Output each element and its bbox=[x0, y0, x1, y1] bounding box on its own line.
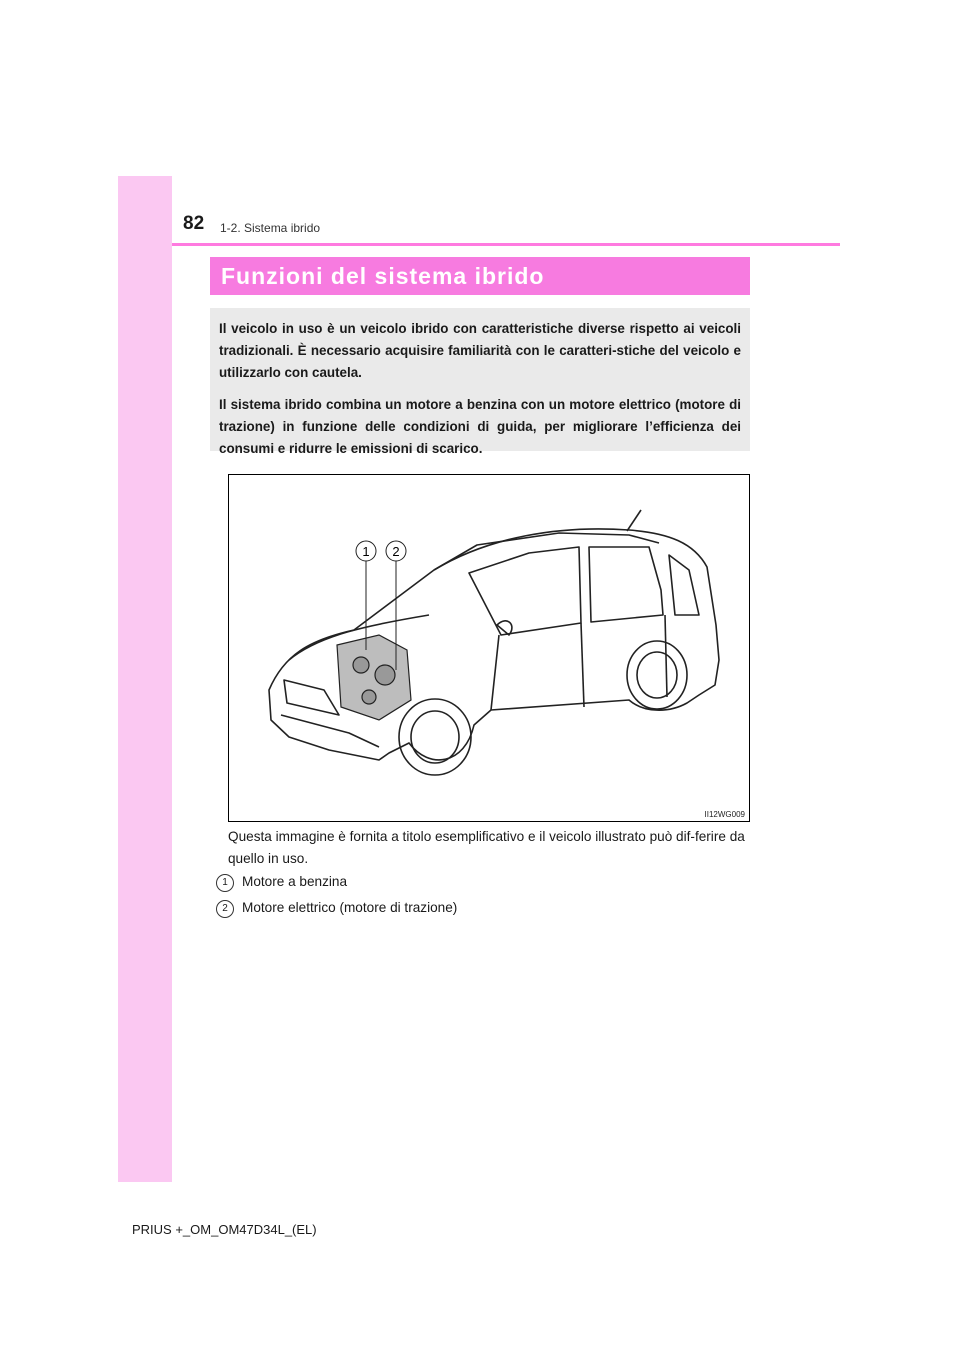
legend-label-1: Motore a benzina bbox=[242, 874, 348, 889]
legend-number-1: 1 bbox=[216, 874, 234, 892]
hybrid-engine bbox=[337, 635, 411, 720]
callout-2-label: 2 bbox=[392, 544, 400, 559]
legend-number-2: 2 bbox=[216, 900, 234, 918]
front-door-window bbox=[469, 547, 581, 635]
document-id: PRIUS +_OM_OM47D34L_(EL) bbox=[132, 1222, 317, 1237]
figure-caption: Questa immagine è fornita a titolo esemplificativo e il veicolo illustrato può dif-ferire da quello in uso. bbox=[228, 829, 745, 866]
intro-paragraph-1: Il veicolo in uso è un veicolo ibrido con caratteristiche diverse rispetto ai veicoli tradizionali. È necessario acquisire familiarità con le caratteri-stiche del veicolo e utilizzarlo con cautela. bbox=[219, 321, 741, 380]
intro-box bbox=[210, 308, 750, 456]
figure-code: II12WG009 bbox=[704, 810, 745, 819]
car-body-outline bbox=[269, 529, 719, 760]
callout-1 bbox=[356, 541, 376, 561]
antenna bbox=[627, 510, 641, 531]
bumper-line bbox=[281, 715, 379, 747]
intro-paragraph-2: Il sistema ibrido combina un motore a benzina con un motore elettrico (motore di trazione) in funzione delle condizioni di guida, per migliorare l’efficienza dei consumi e ridurre le emissioni di scarico. bbox=[219, 397, 741, 456]
section-title: Funzioni del sistema ibrido bbox=[210, 257, 750, 295]
callout-1-label: 1 bbox=[362, 544, 370, 559]
door-line-front bbox=[581, 623, 584, 707]
legend-label-2: Motore elettrico (motore di trazione) bbox=[242, 900, 458, 915]
header-rule bbox=[172, 243, 840, 246]
callout-2 bbox=[386, 541, 406, 561]
vehicle-illustration bbox=[228, 474, 750, 822]
quarter-window bbox=[669, 555, 699, 615]
headlight bbox=[284, 680, 339, 715]
car-drawing bbox=[229, 475, 749, 821]
page-number: 82 bbox=[183, 213, 205, 234]
section-reference: 1-2. Sistema ibrido bbox=[220, 221, 321, 235]
rear-door-window bbox=[589, 547, 663, 622]
door-line-rear bbox=[665, 615, 667, 697]
side-tab-band bbox=[118, 176, 172, 1182]
a-pillar-line bbox=[491, 635, 499, 710]
